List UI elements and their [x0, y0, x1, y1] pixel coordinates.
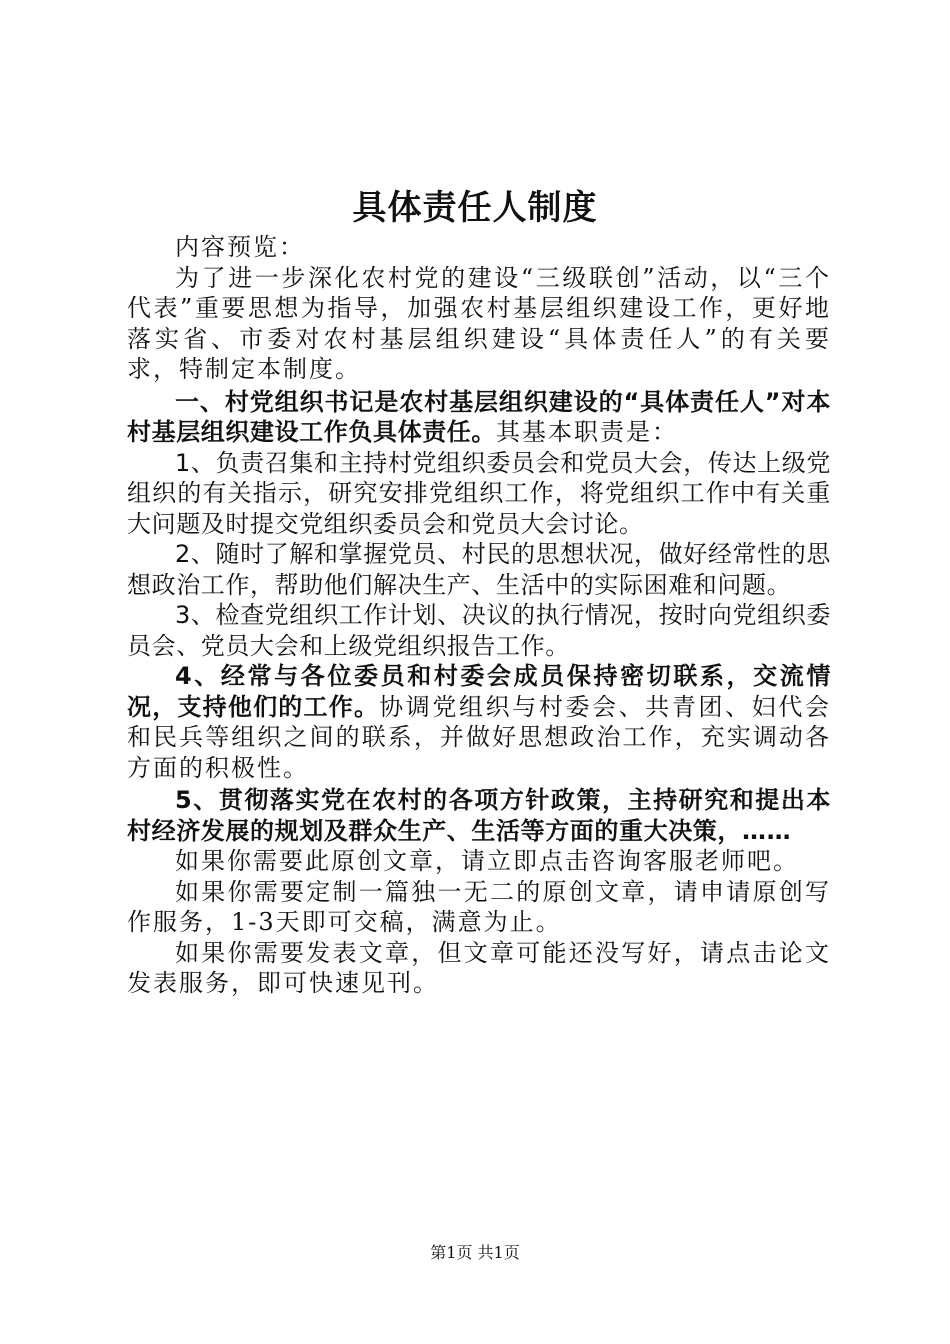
duty-item-4-main: 4、经常与各位委员和村委会成员保持密切联系，交流情况，支持他们的工作。	[127, 662, 831, 721]
document-body	[127, 232, 831, 999]
duty-item-2: 2、随时了解和掌握党员、村民的思想状况，做好经常性的思想政治工作，帮助他们解决生产、生活中的实际困难和问题。	[127, 540, 831, 599]
document-title: 具体责任人制度	[352, 188, 598, 228]
section-1-heading: 一、村党组织书记是农村基层组织建设的“具体责任人”对本村基层组织建设工作负具体责任。	[127, 387, 831, 446]
preview-label: 内容预览：	[175, 233, 305, 261]
section-1-tail: 其基本职责是：	[496, 418, 678, 446]
duty-item-4	[127, 661, 831, 783]
intro-paragraph: 为了进一步深化农村党的建设“三级联创”活动，以“三个代表”重要思想为指导，加强农村基层组织建设工作，更好地落实省、市委对农村基层组织建设“具体责任人”的有关要求，特制定本制度。	[127, 263, 831, 383]
section-1-paragraph	[127, 387, 831, 448]
duty-item-1: 1、负责召集和主持村党组织委员会和党员大会，传达上级党组织的有关指示，研究安排党组织工作，将党组织工作中有关重大问题及时提交党组织委员会和党员大会讨论。	[127, 448, 831, 538]
page-number: 第1页 共1页	[430, 1243, 520, 1262]
promo-link-custom-writing[interactable]: 如果你需要定制一篇独一无二的原创文章，请申请原创写作服务，1-3天即可交稿，满意为止。	[127, 877, 831, 936]
duty-item-3: 3、检查党组织工作计划、决议的执行情况，按时向党组织委员会、党员大会和上级党组织报告工作。	[127, 601, 831, 660]
duty-item-5: 5、贯彻落实党在农村的各项方针政策，主持研究和提出本村经济发展的规划及群众生产、生活等方面的重大决策，……	[127, 786, 831, 845]
promo-link-consult[interactable]: 如果你需要此原创文章，请立即点击咨询客服老师吧。	[175, 847, 799, 875]
promo-link-publish[interactable]: 如果你需要发表文章，但文章可能还没写好，请点击论文发表服务，即可快速见刊。	[127, 938, 831, 997]
duty-item-4-tail: 协调党组织与村委会、共青团、妇代会和民兵等组织之间的联系，并做好思想政治工作，充实调动各方面的积极性。	[127, 692, 832, 782]
